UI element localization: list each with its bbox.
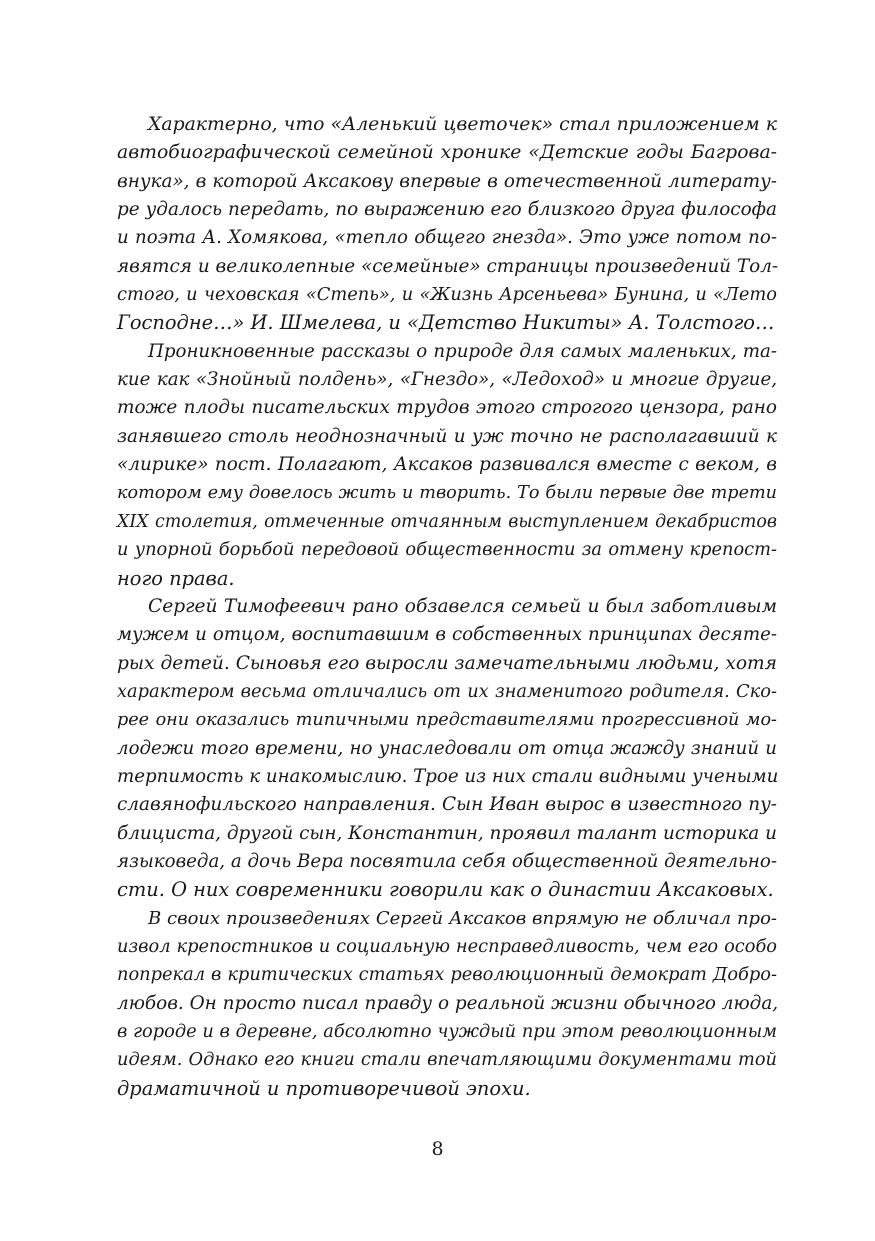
text-line: рых детей. Сыновья его выросли замечательными людьми, хотя	[117, 652, 777, 674]
text-line: сти. О них современники говорили как о династии Аксаковых.	[117, 878, 774, 902]
text-line: терпимость к инакомыслию. Трое из них стали видными учеными	[117, 765, 779, 787]
paragraph-4	[117, 905, 777, 1103]
text-line: явятся и великолепные «семейные» страницы произведений Тол-	[117, 255, 779, 277]
text-line: попрекал в критических статьях революционный демократ Добро-	[117, 964, 777, 986]
text-line: Проникновенные рассказы о природе для самых маленьких, та-	[148, 340, 777, 362]
text-line: занявшего столь неоднозначный и уж точно не располагавший к	[117, 425, 777, 447]
text-line: характером весьма отличались от их знаменитого родителя. Ско-	[117, 680, 777, 702]
text-line: рее они оказались типичными представителями прогрессивной мо-	[117, 710, 777, 731]
text-line: «лирике» пост. Полагают, Аксаков развивался вместе с веком, в	[117, 454, 777, 476]
text-line: идеям. Однако его книги стали впечатляющими документами той	[117, 1049, 777, 1071]
text-line: Сергей Тимофеевич рано обзавелся семьей и был заботливым	[148, 595, 777, 617]
text-line: В своих произведениях Сергей Аксаков впрямую не обличал про-	[148, 907, 777, 929]
text-line: кие как «Знойный полдень», «Гнездо», «Ледоход» и многие другие,	[117, 369, 777, 391]
paragraph-3	[117, 593, 777, 905]
text-line: тоже плоды писательских трудов этого строгого цензора, рано	[117, 397, 777, 419]
text-line: внука», в которой Аксакову впервые в отечественной литерату-	[117, 170, 777, 192]
page-body	[117, 111, 777, 1103]
text-line: блициста, другой сын, Константин, проявил талант историка и	[117, 822, 777, 844]
paragraph-1	[117, 111, 777, 338]
text-line: автобиографической семейной хронике «Детские годы Багрова-	[117, 142, 777, 164]
paragraph-2	[117, 338, 777, 593]
text-line: и упорной борьбой передовой общественности за отмену крепост-	[117, 539, 777, 561]
page-number: 8	[431, 1138, 444, 1160]
text-line: любов. Он просто писал правду о реальной жизни обычного люда,	[117, 992, 779, 1014]
text-line: XIX столетия, отмеченные отчаянным выступлением декабристов	[117, 511, 777, 532]
text-line: мужем и отцом, воспитавшим в собственных принципах десяте-	[117, 624, 777, 646]
text-line: драматичной и противоречивой эпохи.	[117, 1076, 531, 1100]
text-line: стого, и чеховская «Степь», и «Жизнь Арсеньева» Бунина, и «Лето	[117, 284, 777, 306]
text-line: ного права.	[117, 566, 235, 590]
text-line: языковеда, а дочь Вера посвятила себя общественной деятельно-	[117, 850, 777, 872]
text-line: Господне…» И. Шмелева, и «Детство Никиты» А. Толстого…	[117, 311, 775, 335]
text-line: ре удалось передать, по выражению его близкого друга философа	[117, 199, 777, 221]
text-line: извол крепостников и социальную несправедливость, чем его особо	[117, 935, 777, 957]
text-line: славянофильского направления. Сын Иван вырос в известного пу-	[117, 794, 777, 816]
text-line: в городе и в деревне, абсолютно чуждый при этом революционным	[117, 1021, 777, 1042]
text-line: Характерно, что «Аленький цветочек» стал приложением к	[148, 114, 777, 135]
text-line: котором ему довелось жить и творить. То были первые две трети	[117, 483, 777, 504]
text-line: лодежи того времени, но унаследовали от отца жажду знаний и	[117, 737, 777, 759]
text-line: и поэта А. Хомякова, «тепло общего гнезда». Это уже потом по-	[117, 227, 777, 249]
